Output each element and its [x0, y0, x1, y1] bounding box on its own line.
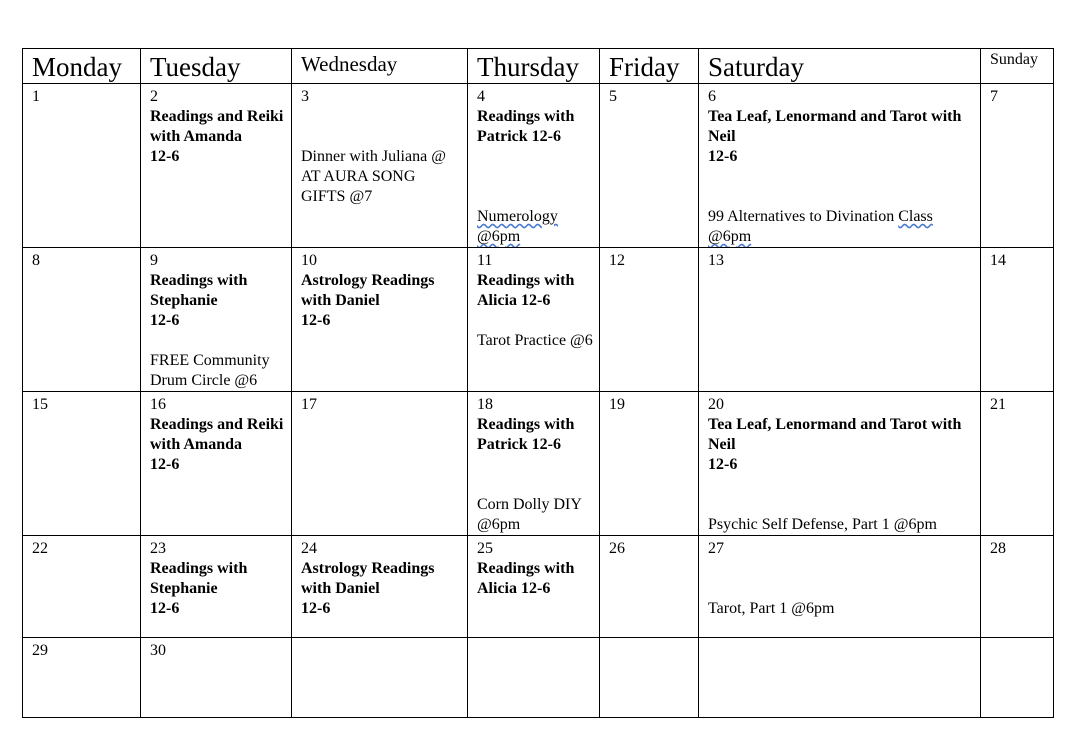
day-number: 29 [32, 642, 48, 659]
event-title: Tea Leaf, Lenormand and Tarot with Neil [708, 416, 962, 453]
day-number: 10 [301, 252, 317, 269]
empty-cell [468, 638, 600, 718]
day-cell [981, 536, 1054, 638]
event-time: 12-6 [150, 600, 180, 617]
day-number: 19 [609, 396, 625, 413]
day-cell [981, 84, 1054, 248]
day-number: 3 [301, 88, 309, 105]
day-cell [23, 248, 141, 392]
event-title: Readings with Patrick 12-6 [477, 108, 575, 145]
event-title: Readings and Reiki with Amanda [150, 416, 284, 453]
event-note: FREE Community Drum Circle @6 [150, 352, 270, 389]
day-cell [600, 248, 699, 392]
header-sunday: Sunday [981, 49, 1054, 84]
event-title: Readings with Stephanie [150, 560, 248, 597]
day-cell [292, 392, 468, 536]
day-number: 20 [708, 396, 724, 413]
day-number: 15 [32, 396, 48, 413]
day-cell [468, 248, 600, 392]
day-number: 18 [477, 396, 493, 413]
day-cell [600, 84, 699, 248]
event-note-text: 99 Alternatives to Divination [708, 208, 899, 225]
day-number: 21 [990, 396, 1006, 413]
header-wednesday: Wednesday [292, 49, 468, 84]
day-cell [981, 248, 1054, 392]
day-number: 24 [301, 540, 317, 557]
day-cell [600, 392, 699, 536]
day-number: 12 [609, 252, 625, 269]
day-number: 22 [32, 540, 48, 557]
day-cell [141, 248, 292, 392]
day-number: 6 [708, 88, 716, 105]
event-title: Tea Leaf, Lenormand and Tarot with Neil [708, 108, 962, 145]
day-cell [292, 248, 468, 392]
day-number: 26 [609, 540, 625, 557]
day-number: 25 [477, 540, 493, 557]
day-number: 27 [708, 540, 724, 557]
calendar-table [22, 48, 1054, 718]
event-title: Readings with Alicia 12-6 [477, 560, 575, 597]
header-tuesday: Tuesday [141, 49, 292, 84]
day-number: 17 [301, 396, 317, 413]
event-note: Psychic Self Defense, Part 1 @6pm [708, 516, 937, 533]
event-title: Readings and Reiki with Amanda [150, 108, 284, 145]
day-number: 30 [150, 642, 166, 659]
event-note: Dinner with Juliana @ AT AURA SONG GIFTS @7 [301, 148, 446, 205]
day-number: 13 [708, 252, 724, 269]
day-cell [23, 84, 141, 248]
week-row-5 [23, 638, 1054, 718]
week-row-1 [23, 84, 1054, 248]
day-number: 16 [150, 396, 166, 413]
event-note: Tarot, Part 1 @6pm [708, 600, 835, 617]
event-title: Astrology Readings with Daniel [301, 560, 435, 597]
event-note [708, 207, 974, 247]
event-time: 12-6 [150, 148, 180, 165]
day-cell [468, 536, 600, 638]
day-cell [699, 536, 981, 638]
day-number: 1 [32, 88, 40, 105]
day-number: 8 [32, 252, 40, 269]
day-number: 7 [990, 88, 998, 105]
day-cell [141, 84, 292, 248]
empty-cell [699, 638, 981, 718]
day-cell [699, 84, 981, 248]
header-friday: Friday [600, 49, 699, 84]
header-thursday: Thursday [468, 49, 600, 84]
day-cell [699, 392, 981, 536]
header-row [23, 49, 1054, 84]
day-number: 9 [150, 252, 158, 269]
day-cell [23, 536, 141, 638]
event-note: Corn Dolly DIY @6pm [477, 496, 582, 533]
event-time: 12-6 [301, 312, 331, 329]
empty-cell [292, 638, 468, 718]
day-cell [600, 536, 699, 638]
header-saturday: Saturday [699, 49, 981, 84]
week-row-3 [23, 392, 1054, 536]
event-title: Readings with Stephanie [150, 272, 248, 309]
event-title: Astrology Readings with Daniel [301, 272, 435, 309]
day-cell [23, 638, 141, 718]
day-cell [981, 392, 1054, 536]
day-number: 23 [150, 540, 166, 557]
day-cell [141, 536, 292, 638]
event-time: 12-6 [708, 148, 738, 165]
week-row-4 [23, 536, 1054, 638]
day-number: 2 [150, 88, 158, 105]
header-monday: Monday [23, 49, 141, 84]
empty-cell [600, 638, 699, 718]
day-number: 4 [477, 88, 485, 105]
empty-cell [981, 638, 1054, 718]
day-number: 28 [990, 540, 1006, 557]
class-link[interactable]: Numerology [477, 208, 558, 225]
day-number: 5 [609, 88, 617, 105]
class-time: @6pm [477, 228, 521, 245]
event-time: 12-6 [708, 456, 738, 473]
day-number: 11 [477, 252, 493, 269]
day-number: 14 [990, 252, 1006, 269]
day-cell [468, 84, 600, 248]
event-time: 12-6 [301, 600, 331, 617]
event-time: 12-6 [150, 312, 180, 329]
class-time: @6pm [708, 228, 752, 245]
day-cell [23, 392, 141, 536]
event-title: Readings with Alicia 12-6 [477, 272, 575, 309]
day-cell [141, 638, 292, 718]
class-link[interactable]: Class [898, 208, 933, 225]
event-note [477, 207, 593, 247]
event-title: Readings with Patrick 12-6 [477, 416, 575, 453]
day-cell [699, 248, 981, 392]
day-cell [141, 392, 292, 536]
day-cell [292, 536, 468, 638]
event-note: Tarot Practice @6 [477, 332, 593, 349]
day-cell [292, 84, 468, 248]
event-time: 12-6 [150, 456, 180, 473]
week-row-2 [23, 248, 1054, 392]
day-cell [468, 392, 600, 536]
